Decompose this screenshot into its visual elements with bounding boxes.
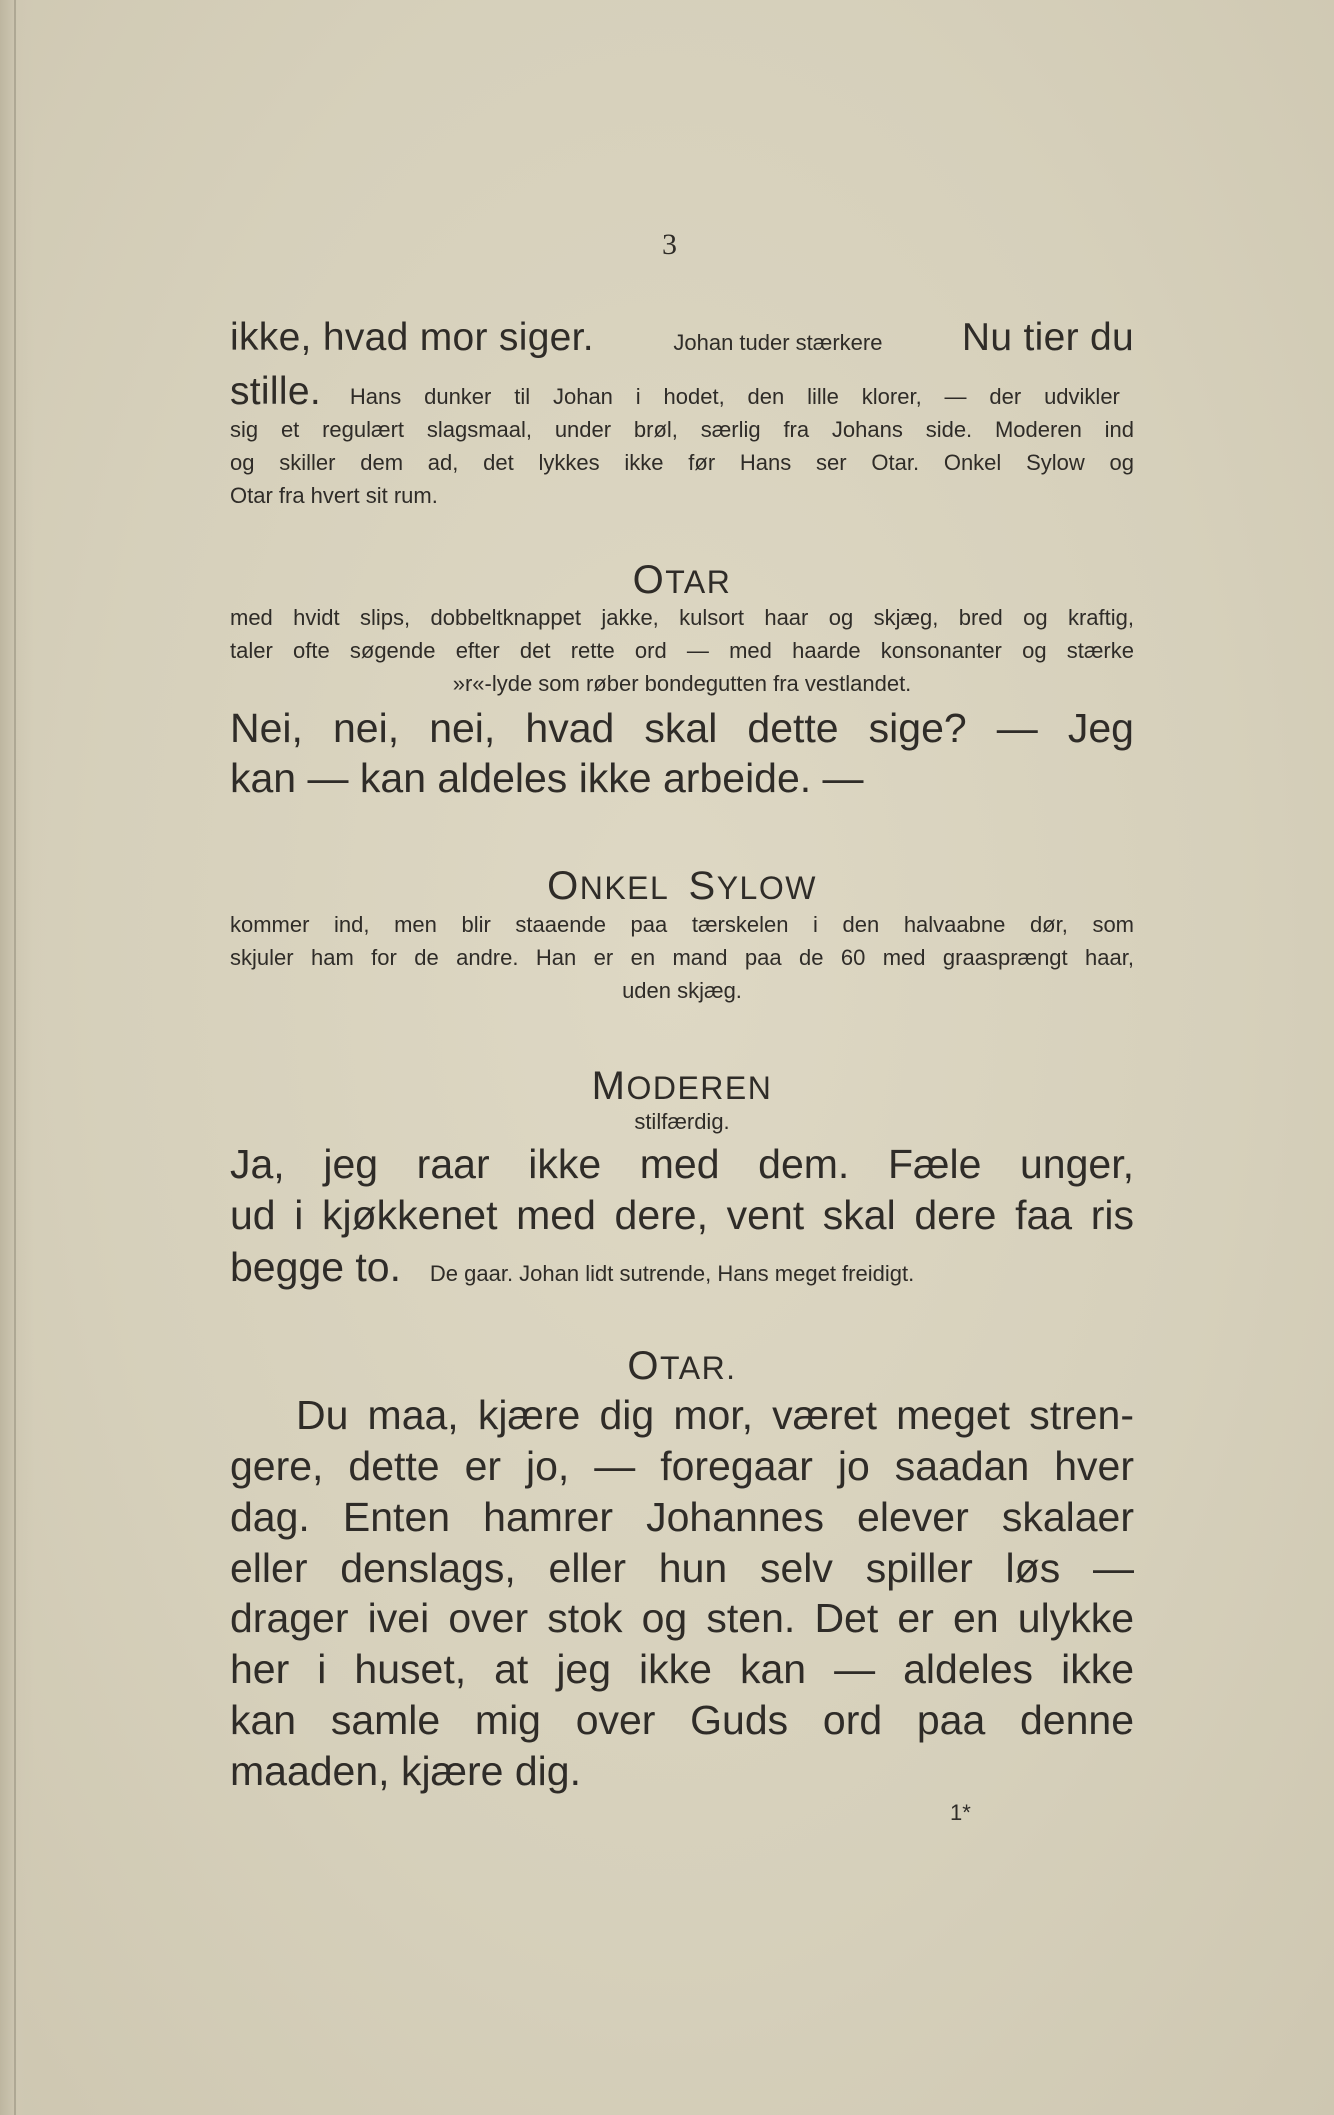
- stage-direction-line: uden skjæg.: [622, 978, 742, 1003]
- dialogue-text: Nu tier du: [961, 316, 1134, 359]
- stage-direction: Hans dunker til Johan i hodet, den lille klorer, — der udvikler: [349, 384, 1120, 409]
- stage-direction-line: »r«-lyde som røber bondegutten fra vestlandet.: [452, 671, 912, 696]
- page-edge-shadow: [0, 0, 34, 2115]
- speaker-name: OTAR: [632, 558, 732, 602]
- dialogue-text: stille.: [230, 370, 321, 413]
- dialogue-line: Du maa, kjære dig mor, været meget stren-: [296, 1392, 1134, 1438]
- dialogue-line: Nei, nei, nei, hvad skal dette sige? — Jeg: [230, 705, 1134, 751]
- stage-direction: Johan tuder stærkere: [673, 330, 883, 355]
- speaker-name: ONKEL SYLOW: [547, 864, 817, 908]
- stage-direction-line: Otar fra hvert sit rum.: [230, 483, 438, 508]
- binding-edge: [14, 0, 16, 2115]
- dialogue-line: gere, dette er jo, — foregaar jo saadan hver: [230, 1443, 1134, 1489]
- stage-direction-line: taler ofte søgende efter det rette ord — med haarde konsonanter og stærke: [230, 638, 1134, 663]
- dialogue-text: begge to.: [230, 1244, 401, 1290]
- speaker-name: OTAR.: [627, 1344, 737, 1388]
- dialogue-line: dag. Enten hamrer Johannes elever skalaer: [230, 1494, 1134, 1540]
- stage-direction-line: med hvidt slips, dobbeltknappet jakke, kulsort haar og skjæg, bred og kraftig,: [230, 605, 1134, 630]
- dialogue-line: kan — kan aldeles ikke arbeide. —: [230, 755, 864, 801]
- dialogue-text: ikke, hvad mor siger.: [230, 316, 594, 359]
- text-line-1: [230, 318, 1134, 357]
- dialogue-line: her i huset, at jeg ikke kan — aldeles ikke: [230, 1646, 1134, 1692]
- stage-direction-line: sig et regulært slagsmaal, under brøl, særlig fra Johans side. Moderen ind: [230, 417, 1134, 442]
- stage-direction-line: stilfærdig.: [634, 1109, 730, 1134]
- dialogue-line: Ja, jeg raar ikke med dem. Fæle unger,: [230, 1141, 1134, 1187]
- stage-direction-line: kommer ind, men blir staaende paa tærskelen i den halvaabne dør, som: [230, 912, 1134, 937]
- page-number: 3: [662, 228, 677, 261]
- dialogue-line: ud i kjøkkenet med dere, vent skal dere faa ris: [230, 1192, 1134, 1238]
- dialogue-line: drager ivei over stok og sten. Det er en ulykke: [230, 1595, 1134, 1641]
- speaker-name: MODEREN: [591, 1064, 773, 1108]
- dialogue-line: [230, 1244, 1134, 1290]
- signature-mark: 1*: [950, 1800, 971, 1825]
- stage-direction-line: skjuler ham for de andre. Han er en mand paa de 60 med graasprængt haar,: [230, 945, 1134, 970]
- dialogue-line: eller denslags, eller hun selv spiller løs —: [230, 1545, 1134, 1591]
- text-line-2: [230, 372, 1134, 411]
- stage-direction-line: og skiller dem ad, det lykkes ikke før Hans ser Otar. Onkel Sylow og: [230, 450, 1134, 475]
- stage-direction: De gaar. Johan lidt sutrende, Hans meget freidigt.: [429, 1261, 915, 1286]
- dialogue-line: kan samle mig over Guds ord paa denne: [230, 1697, 1134, 1743]
- dialogue-line: maaden, kjære dig.: [230, 1748, 581, 1794]
